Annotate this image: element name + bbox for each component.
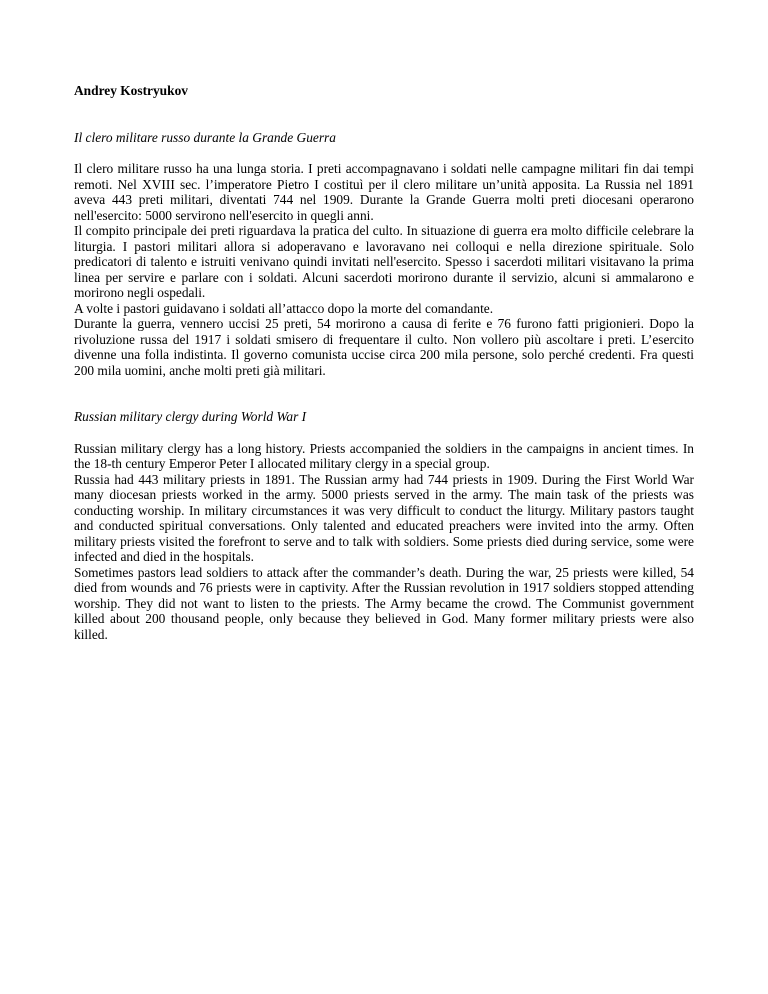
italian-paragraph: Il clero militare russo ha una lunga storia. I preti accompagnavano i soldati nelle campagne militari fin dai tempi remoti. Nel XVIII sec. l’imperatore Pietro I costituì per il clero militare un’unità apposita. La Russia nel 1891 aveva 443 preti militari, diventati 744 nel 1909. Durante la Grande Guerra molti preti diocesani operarono nell'esercito: 5000 servirono nell'esercito in quegli anni. [74, 161, 694, 223]
spacer [74, 378, 694, 409]
spacer [74, 145, 694, 161]
italian-paragraph: Il compito principale dei preti riguardava la pratica del culto. In situazione di guerra era molto difficile celebrare la liturgia. I pastori militari allora si adoperavano e lavoravano nei colloqui e nella direzione spirituale. Solo predicatori di talento e istruiti venivano quindi invitati nell'esercito. Spesso i sacerdoti militari visitavano la prima linea per servire e parlare con i soldati. Alcuni sacerdoti morirono durante il servizio, alcuni si ammalarono e morirono negli ospedali. [74, 223, 694, 300]
author-name: Andrey Kostryukov [74, 83, 188, 98]
italian-paragraph: Durante la guerra, vennero uccisi 25 preti, 54 morirono a causa di ferite e 76 furono fatti prigionieri. Dopo la rivoluzione russa del 1917 i soldati smisero di frequentare il culto. Non vollero più ascoltare i preti. L’esercito divenne una folla indistinta. Il governo comunista uccise circa 200 mila persone, solo perché credenti. Fra questi 200 mila uomini, anche molti preti già militari. [74, 316, 694, 378]
spacer [74, 425, 694, 441]
italian-title: Il clero militare russo durante la Grande Guerra [74, 129, 336, 145]
english-paragraph: Russian military clergy has a long history. Priests accompanied the soldiers in the campaigns in ancient times. In the 18-th century Emperor Peter I allocated military clergy in a special group. [74, 440, 694, 471]
english-body [74, 441, 694, 643]
italian-paragraph: A volte i pastori guidavano i soldati all’attacco dopo la morte del comandante. [74, 300, 494, 316]
document-page [74, 83, 694, 642]
english-title: Russian military clergy during World War I [74, 409, 307, 424]
spacer [74, 99, 694, 130]
italian-body [74, 161, 694, 378]
english-paragraph: Sometimes pastors lead soldiers to attack after the commander’s death. During the war, 25 priests were killed, 54 died from wounds and 76 priests were in captivity. After the Russian revolution in 1917 soldiers stopped attending worship. They did not want to listen to the priests. The Army became the crowd. The Communist government killed about 200 thousand people, only because they believed in God. Many former military priests were also killed. [74, 564, 694, 642]
english-paragraph: Russia had 443 military priests in 1891. The Russian army had 744 priests in 1909. During the First World War many diocesan priests worked in the army. 5000 priests served in the army. The main task of the priests was conducting worship. In military circumstances it was very difficult to conduct the liturgy. Military pastors taught and conducted spiritual conversations. Only talented and educated preachers were invited into the army. Often military priests visited the forefront to serve and to talk with soldiers. Some priests died during service, some were infected and died in the hospitals. [74, 471, 694, 564]
